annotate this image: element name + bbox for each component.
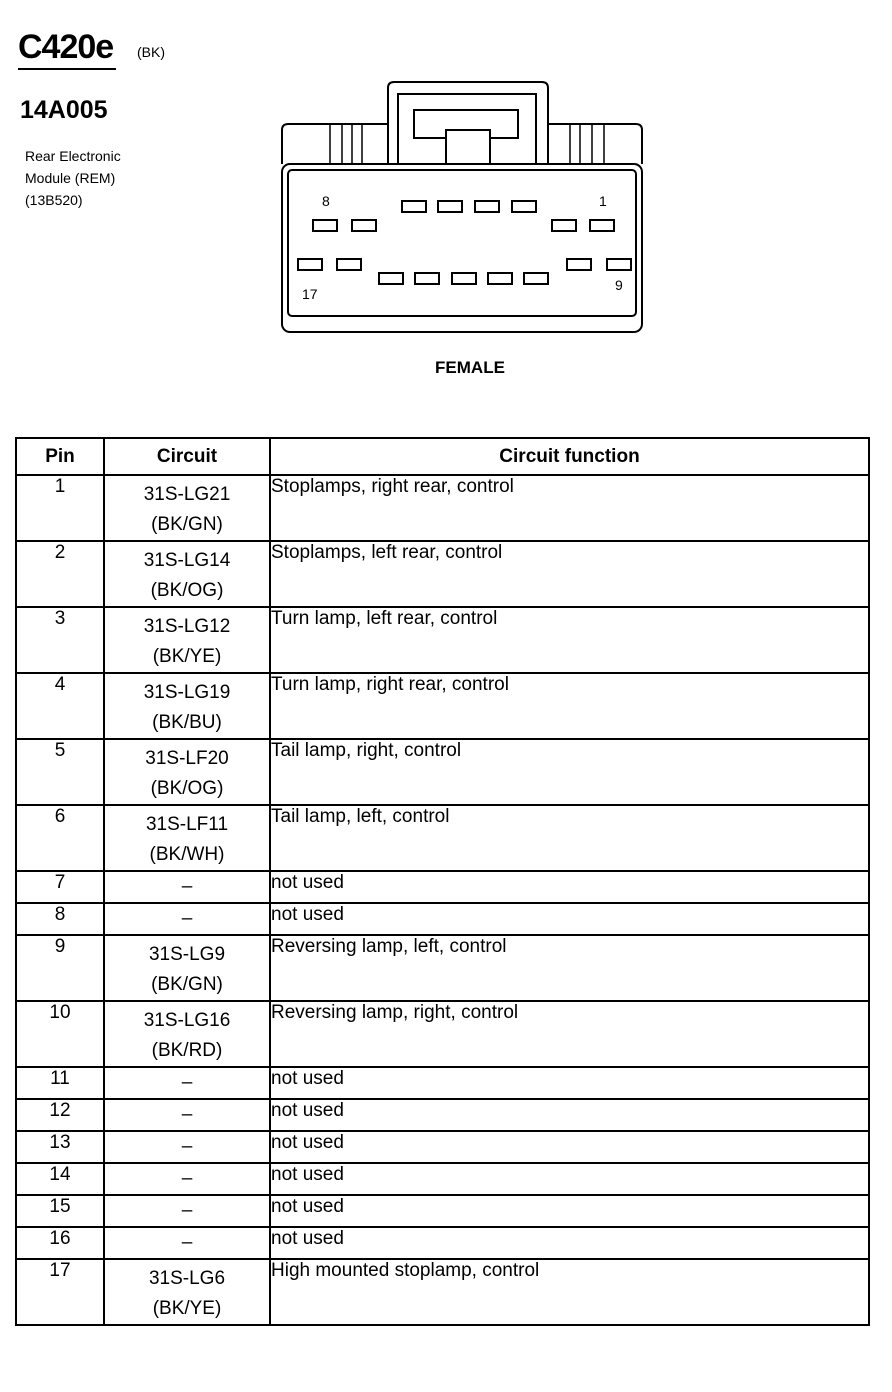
circuit-code: – bbox=[181, 1104, 193, 1125]
circuit-code: 31S-LG9 bbox=[148, 944, 226, 965]
table-row bbox=[16, 1067, 869, 1099]
circuit-cell bbox=[104, 1067, 270, 1099]
module-desc-line: (13B520) bbox=[25, 192, 83, 208]
circuit-code: – bbox=[181, 1072, 193, 1093]
table-row bbox=[16, 607, 869, 673]
wire-color: (BK/GN) bbox=[151, 974, 223, 995]
connector-face bbox=[288, 170, 636, 316]
circuit-code: 31S-LG6 bbox=[148, 1268, 226, 1289]
table-row bbox=[16, 1259, 869, 1325]
table-row bbox=[16, 1227, 869, 1259]
pin-label-9: 9 bbox=[615, 277, 623, 293]
pin-cell: 2 bbox=[16, 541, 104, 607]
circuit-cell bbox=[104, 1099, 270, 1131]
function-cell: Stoplamps, left rear, control bbox=[270, 541, 869, 607]
circuit-code: 31S-LF11 bbox=[145, 814, 229, 835]
circuit-code: 31S-LG16 bbox=[143, 1010, 231, 1031]
wire-color: (BK/YE) bbox=[152, 1298, 222, 1319]
pin-label-17: 17 bbox=[302, 286, 318, 302]
function-cell: not used bbox=[270, 1163, 869, 1195]
circuit-code: – bbox=[181, 1168, 193, 1189]
pin-cell: 9 bbox=[16, 935, 104, 1001]
table-row bbox=[16, 541, 869, 607]
table-row bbox=[16, 1099, 869, 1131]
function-cell: not used bbox=[270, 1227, 869, 1259]
function-cell: Turn lamp, right rear, control bbox=[270, 673, 869, 739]
function-cell: Reversing lamp, left, control bbox=[270, 935, 869, 1001]
part-number: 14A005 bbox=[20, 96, 108, 124]
circuit-cell bbox=[104, 805, 270, 871]
function-cell: not used bbox=[270, 1195, 869, 1227]
circuit-cell bbox=[104, 871, 270, 903]
wire-color: (BK/RD) bbox=[151, 1040, 223, 1061]
function-cell: High mounted stoplamp, control bbox=[270, 1259, 869, 1325]
function-cell: Tail lamp, right, control bbox=[270, 739, 869, 805]
circuit-cell bbox=[104, 673, 270, 739]
pin-cell: 11 bbox=[16, 1067, 104, 1099]
function-cell: not used bbox=[270, 1131, 869, 1163]
wire-color: (BK/WH) bbox=[149, 844, 225, 865]
connector-id: C420e bbox=[18, 28, 114, 66]
pin-cell: 17 bbox=[16, 1259, 104, 1325]
pin-label-8: 8 bbox=[322, 193, 330, 209]
wire-color: (BK/GN) bbox=[151, 514, 223, 535]
module-desc-line: Module (REM) bbox=[25, 170, 116, 186]
circuit-code: 31S-LG14 bbox=[143, 550, 231, 571]
pin-table-body bbox=[16, 475, 869, 1325]
connector-face-diagram bbox=[270, 78, 650, 338]
table-row bbox=[16, 1163, 869, 1195]
connector-id-underline bbox=[18, 68, 116, 70]
table-row bbox=[16, 673, 869, 739]
pin-label-1: 1 bbox=[599, 193, 607, 209]
pin-cell: 1 bbox=[16, 475, 104, 541]
circuit-cell bbox=[104, 1195, 270, 1227]
pin-cell: 13 bbox=[16, 1131, 104, 1163]
circuit-cell bbox=[104, 1259, 270, 1325]
circuit-cell bbox=[104, 739, 270, 805]
circuit-code: – bbox=[181, 1232, 193, 1253]
circuit-code: 31S-LG19 bbox=[143, 682, 231, 703]
connector-gender-label: FEMALE bbox=[435, 358, 505, 377]
pin-cell: 8 bbox=[16, 903, 104, 935]
function-column-header: Circuit function bbox=[270, 438, 869, 475]
wire-color: (BK/BU) bbox=[152, 712, 222, 733]
pin-cell: 14 bbox=[16, 1163, 104, 1195]
circuit-cell bbox=[104, 1001, 270, 1067]
circuit-code: 31S-LG21 bbox=[143, 484, 231, 505]
circuit-cell bbox=[104, 1131, 270, 1163]
table-row bbox=[16, 1001, 869, 1067]
cavity-row-top bbox=[313, 201, 614, 231]
function-cell: Reversing lamp, right, control bbox=[270, 1001, 869, 1067]
function-cell: not used bbox=[270, 1067, 869, 1099]
function-cell: Turn lamp, left rear, control bbox=[270, 607, 869, 673]
circuit-code: – bbox=[181, 908, 193, 929]
circuit-code: – bbox=[181, 1200, 193, 1221]
table-header-row bbox=[16, 438, 869, 475]
function-cell: Tail lamp, left, control bbox=[270, 805, 869, 871]
circuit-cell bbox=[104, 1163, 270, 1195]
pin-table bbox=[15, 437, 870, 1326]
wire-color: (BK/YE) bbox=[152, 646, 222, 667]
pin-cell: 3 bbox=[16, 607, 104, 673]
function-cell: not used bbox=[270, 903, 869, 935]
circuit-code: 31S-LG12 bbox=[143, 616, 231, 637]
wire-color: (BK/OG) bbox=[150, 580, 224, 601]
pin-cell: 15 bbox=[16, 1195, 104, 1227]
pin-cell: 7 bbox=[16, 871, 104, 903]
circuit-code: – bbox=[181, 1136, 193, 1157]
pin-cell: 4 bbox=[16, 673, 104, 739]
pin-cell: 6 bbox=[16, 805, 104, 871]
circuit-cell bbox=[104, 541, 270, 607]
module-description bbox=[25, 145, 121, 211]
function-cell: Stoplamps, right rear, control bbox=[270, 475, 869, 541]
table-row bbox=[16, 805, 869, 871]
connector-color: (BK) bbox=[137, 44, 165, 60]
table-row bbox=[16, 1195, 869, 1227]
circuit-column-header: Circuit bbox=[104, 438, 270, 475]
pin-column-header: Pin bbox=[16, 438, 104, 475]
circuit-code: 31S-LF20 bbox=[145, 748, 229, 769]
cavity-row-bottom bbox=[298, 259, 631, 284]
circuit-cell bbox=[104, 607, 270, 673]
function-cell: not used bbox=[270, 871, 869, 903]
pin-cell: 16 bbox=[16, 1227, 104, 1259]
table-row bbox=[16, 903, 869, 935]
pin-cell: 5 bbox=[16, 739, 104, 805]
circuit-cell bbox=[104, 903, 270, 935]
connector-latch-tab bbox=[446, 130, 490, 164]
table-row bbox=[16, 1131, 869, 1163]
wire-color: (BK/OG) bbox=[150, 778, 224, 799]
circuit-code: – bbox=[181, 876, 193, 897]
table-row bbox=[16, 935, 869, 1001]
pin-cell: 12 bbox=[16, 1099, 104, 1131]
module-desc-line: Rear Electronic bbox=[25, 148, 121, 164]
circuit-cell bbox=[104, 475, 270, 541]
table-row bbox=[16, 871, 869, 903]
circuit-cell bbox=[104, 1227, 270, 1259]
pin-cell: 10 bbox=[16, 1001, 104, 1067]
table-row bbox=[16, 739, 869, 805]
circuit-cell bbox=[104, 935, 270, 1001]
function-cell: not used bbox=[270, 1099, 869, 1131]
table-row bbox=[16, 475, 869, 541]
connector-body bbox=[282, 164, 642, 332]
